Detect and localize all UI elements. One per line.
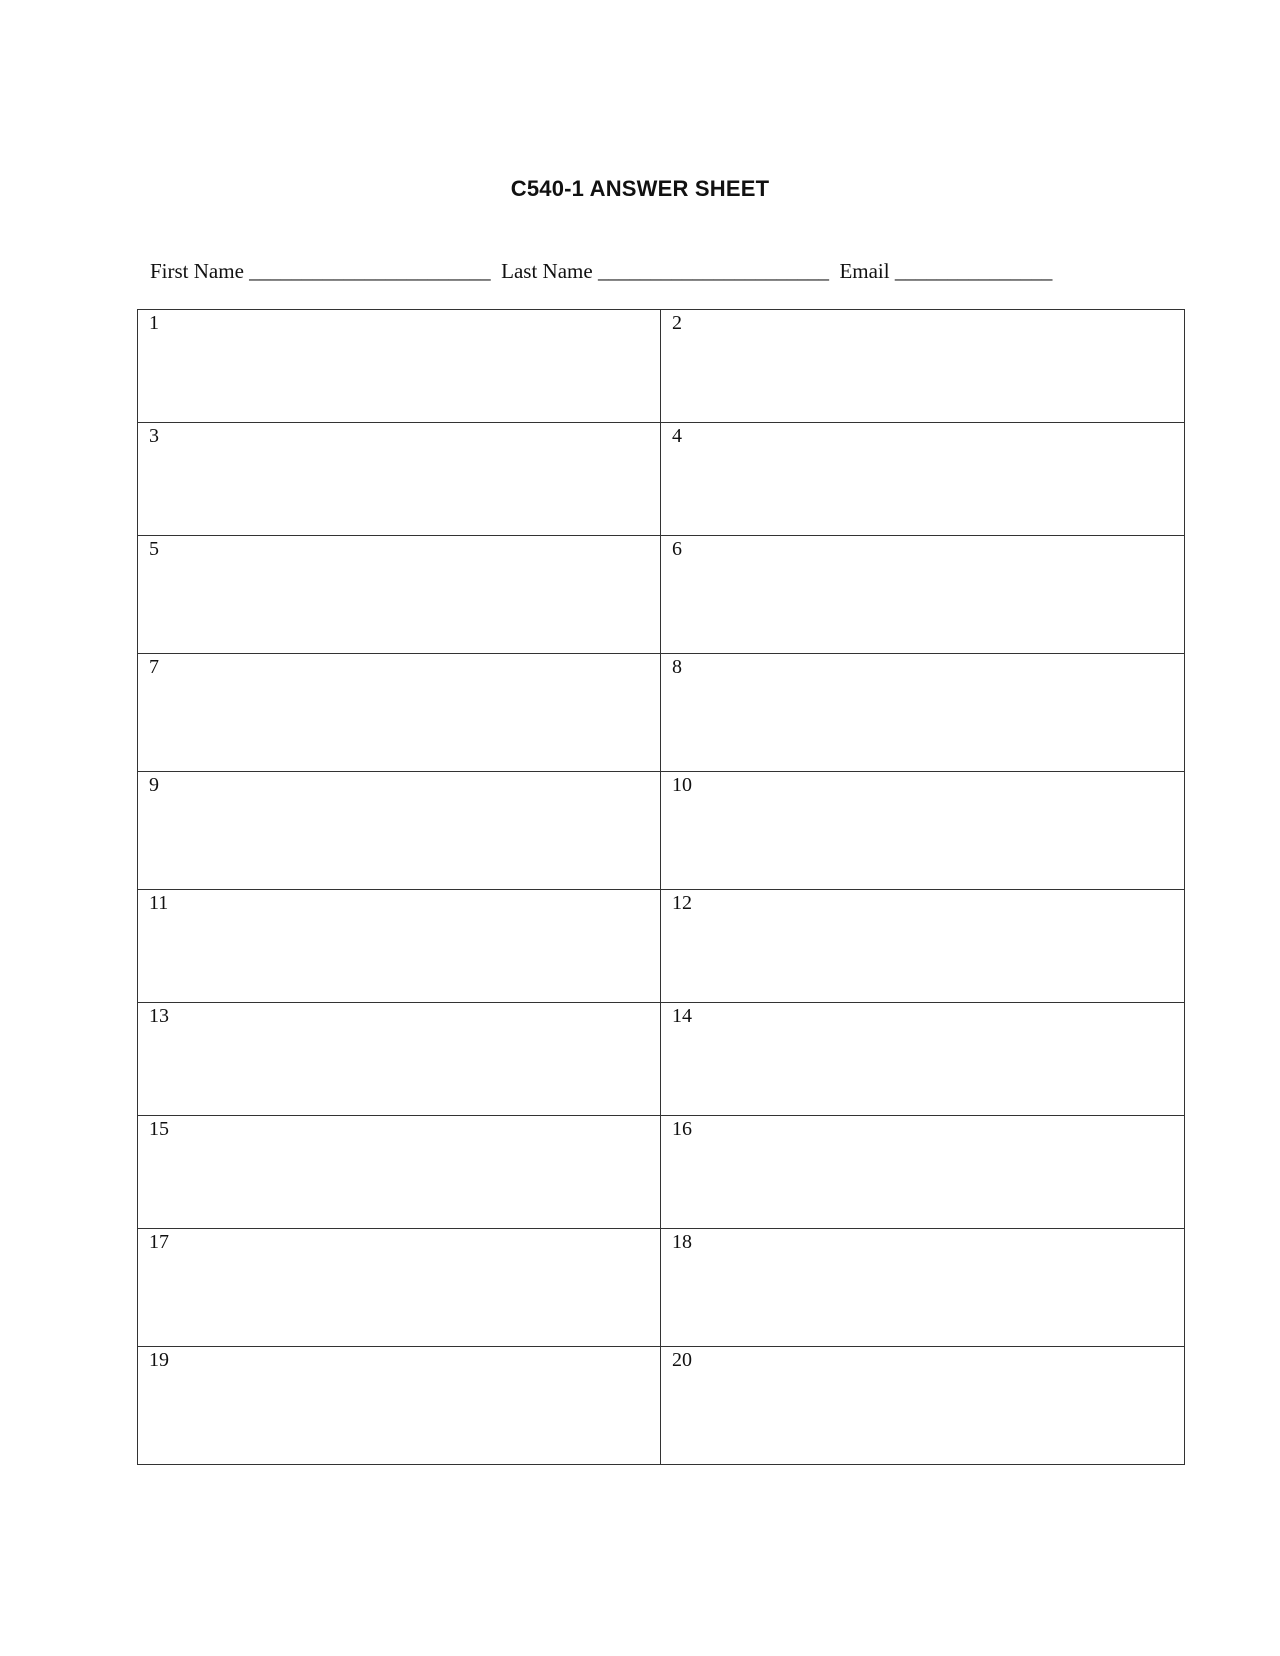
answer-row [138, 310, 1185, 423]
question-number: 16 [672, 1118, 692, 1140]
answer-cell[interactable] [661, 654, 1185, 772]
page-title: C540-1 ANSWER SHEET [510, 176, 770, 201]
last-name-field[interactable]: ______________________ [597, 259, 829, 283]
answer-cell[interactable] [661, 536, 1185, 654]
question-number: 6 [672, 538, 682, 560]
answer-row [138, 423, 1185, 536]
answer-cell[interactable] [661, 1003, 1185, 1116]
answer-cell[interactable] [661, 310, 1185, 423]
question-number: 12 [672, 892, 692, 914]
answer-grid [137, 309, 1185, 1465]
answer-cell[interactable] [138, 1229, 661, 1347]
answer-cell[interactable] [661, 423, 1185, 536]
answer-row [138, 772, 1185, 890]
name-fields-line [150, 259, 1052, 284]
email-field[interactable]: _______________ [894, 259, 1053, 283]
question-number: 14 [672, 1005, 692, 1027]
answer-cell[interactable] [661, 890, 1185, 1003]
answer-cell[interactable] [138, 536, 661, 654]
question-number: 3 [149, 425, 159, 447]
answer-cell[interactable] [138, 1347, 661, 1465]
answer-cell[interactable] [138, 1116, 661, 1229]
question-number: 10 [672, 774, 692, 796]
question-number: 5 [149, 538, 159, 560]
answer-cell[interactable] [138, 310, 661, 423]
answer-cell[interactable] [138, 654, 661, 772]
question-number: 4 [672, 425, 682, 447]
question-number: 18 [672, 1231, 692, 1253]
answer-cell[interactable] [661, 1116, 1185, 1229]
question-number: 13 [149, 1005, 169, 1027]
first-name-label: First Name [150, 259, 244, 283]
question-number: 17 [149, 1231, 169, 1253]
last-name-label: Last Name [501, 259, 593, 283]
question-number: 15 [149, 1118, 169, 1140]
answer-row [138, 1229, 1185, 1347]
first-name-field[interactable]: _______________________ [249, 259, 491, 283]
answer-cell[interactable] [138, 423, 661, 536]
question-number: 19 [149, 1349, 169, 1371]
answer-cell[interactable] [661, 772, 1185, 890]
answer-cell[interactable] [661, 1229, 1185, 1347]
answer-row [138, 654, 1185, 772]
answer-cell[interactable] [661, 1347, 1185, 1465]
question-number: 8 [672, 656, 682, 678]
answer-cell[interactable] [138, 890, 661, 1003]
question-number: 7 [149, 656, 159, 678]
question-number: 2 [672, 312, 682, 334]
question-number: 20 [672, 1349, 692, 1371]
email-label: Email [839, 259, 890, 283]
answer-row [138, 536, 1185, 654]
question-number: 11 [149, 892, 169, 914]
answer-row [138, 890, 1185, 1003]
question-number: 1 [149, 312, 159, 334]
answer-row [138, 1003, 1185, 1116]
answer-row [138, 1347, 1185, 1465]
answer-cell[interactable] [138, 1003, 661, 1116]
answer-cell[interactable] [138, 772, 661, 890]
question-number: 9 [149, 774, 159, 796]
answer-row [138, 1116, 1185, 1229]
